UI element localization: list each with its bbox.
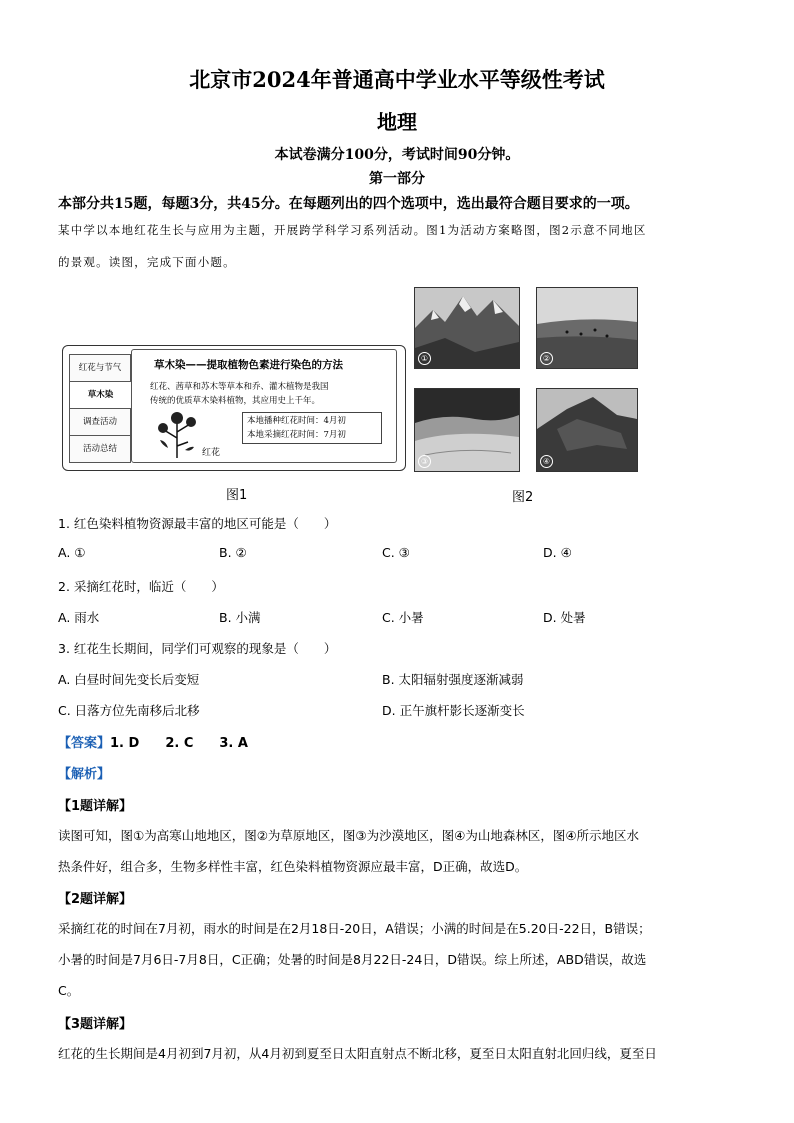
question-2-stem: 2. 采摘红花时，临近（ ） xyxy=(58,579,224,594)
part-title: 第一部分 xyxy=(369,171,425,187)
photo-alpine-mountain xyxy=(414,287,520,369)
exam-title: 北京市2024年普通高中学业水平等级性考试 xyxy=(189,67,605,92)
figure-1-caption: 图1 xyxy=(226,488,248,503)
analysis-tag: 【解析】 xyxy=(58,767,111,782)
question-1-stem: 1. 红色染料植物资源最丰富的地区可能是（ ） xyxy=(58,516,337,531)
explanation-2-line-2: 小暑的时间是7月6日-7月8日，C正确；处暑的时间是8月22日-24日，D错误。综上所述，ABD错误，故选 xyxy=(58,952,647,967)
panel-text xyxy=(150,380,329,408)
figure-1-diagram xyxy=(62,345,406,471)
q2-option-c: C. 小暑 xyxy=(382,610,424,625)
figure-1-panel xyxy=(131,349,397,463)
q3-option-c: C. 日落方位先南移后北移 xyxy=(58,703,200,718)
intro-line-1: 某中学以本地红花生长与应用为主题，开展跨学科学习系列活动。图1为活动方案略图，图2示意不同地区 xyxy=(58,223,647,237)
answer-line xyxy=(58,732,248,751)
planting-time: 本地播种红花时间：4月初 xyxy=(247,416,346,426)
exam-info: 本试卷满分100分，考试时间90分钟。 xyxy=(274,147,520,163)
photo-number: ② xyxy=(540,352,553,365)
photo-number: ① xyxy=(418,352,431,365)
photo-mountain-forest xyxy=(536,388,638,472)
explanation-2-line-1: 采摘红花的时间在7月初，雨水的时间是在2月18日-20日，A错误；小满的时间是在5.20日-22日，B错误； xyxy=(58,921,651,936)
q3-option-a: A. 白昼时间先变长后变短 xyxy=(58,672,200,687)
explanation-3-title: 【3题详解】 xyxy=(58,1017,133,1032)
subject-title: 地理 xyxy=(377,110,417,134)
safflower-icon xyxy=(154,408,200,462)
figure-2-caption: 图2 xyxy=(512,490,534,505)
sidebar-item-active: 草木染 xyxy=(69,381,131,408)
q3-option-d: D. 正午旗杆影长逐渐变长 xyxy=(382,703,525,718)
sidebar-item: 活动总结 xyxy=(69,435,131,463)
answer-tag: 【答案】 xyxy=(58,736,111,751)
q1-option-c: C. ③ xyxy=(382,545,410,560)
q3-option-b: B. 太阳辐射强度逐渐减弱 xyxy=(382,672,524,687)
explanation-2-line-3: C。 xyxy=(58,983,80,998)
panel-text-line-1: 红花、茜草和苏木等草本和乔、灌木植物是我国 xyxy=(150,382,329,392)
q1-option-d: D. ④ xyxy=(543,545,572,560)
panel-heading: 草木染——提取植物色素进行染色的方法 xyxy=(154,359,343,371)
explanation-1-line-2: 热条件好，组合多，生物多样性丰富，红色染料植物资源应最丰富，D正确，故选D。 xyxy=(58,859,528,874)
explanation-2-title: 【2题详解】 xyxy=(58,892,133,907)
harvest-time: 本地采摘红花时间：7月初 xyxy=(247,430,346,440)
flower-label: 红花 xyxy=(202,448,221,458)
answer-values: 1. D 2. C 3. A xyxy=(110,736,248,751)
explanation-1-line-1: 读图可知，图①为高寒山地地区，图②为草原地区，图③为沙漠地区，图④为山地森林区，图④所示地区水 xyxy=(58,828,640,843)
photo-grassland xyxy=(536,287,638,369)
photo-number: ④ xyxy=(540,455,553,468)
explanation-1-title: 【1题详解】 xyxy=(58,799,133,814)
intro-line-2: 的景观。读图，完成下面小题。 xyxy=(58,255,236,269)
figure-1-sidebar xyxy=(69,354,131,463)
photo-desert xyxy=(414,388,520,472)
explanation-3-line-1: 红花的生长期间是4月初到7月初，从4月初到夏至日太阳直射点不断北移，夏至日太阳直射北回归线，夏至日 xyxy=(58,1046,657,1061)
panel-text-line-2: 传统的优质草木染料植物，其应用史上千年。 xyxy=(150,396,321,406)
q2-option-b: B. 小满 xyxy=(219,610,261,625)
q2-option-d: D. 处暑 xyxy=(543,610,586,625)
sidebar-item: 调查活动 xyxy=(69,408,131,435)
part-instructions: 本部分共15题，每题3分，共45分。在每题列出的四个选项中，选出最符合题目要求的一项。 xyxy=(58,196,639,212)
question-3-stem: 3. 红花生长期间，同学们可观察的现象是（ ） xyxy=(58,641,337,656)
photo-number: ③ xyxy=(418,455,431,468)
q1-option-a: A. ① xyxy=(58,545,86,560)
sidebar-item: 红花与节气 xyxy=(69,354,131,381)
q1-option-b: B. ② xyxy=(219,545,247,560)
planting-times-box xyxy=(242,412,382,444)
q2-option-a: A. 雨水 xyxy=(58,610,100,625)
